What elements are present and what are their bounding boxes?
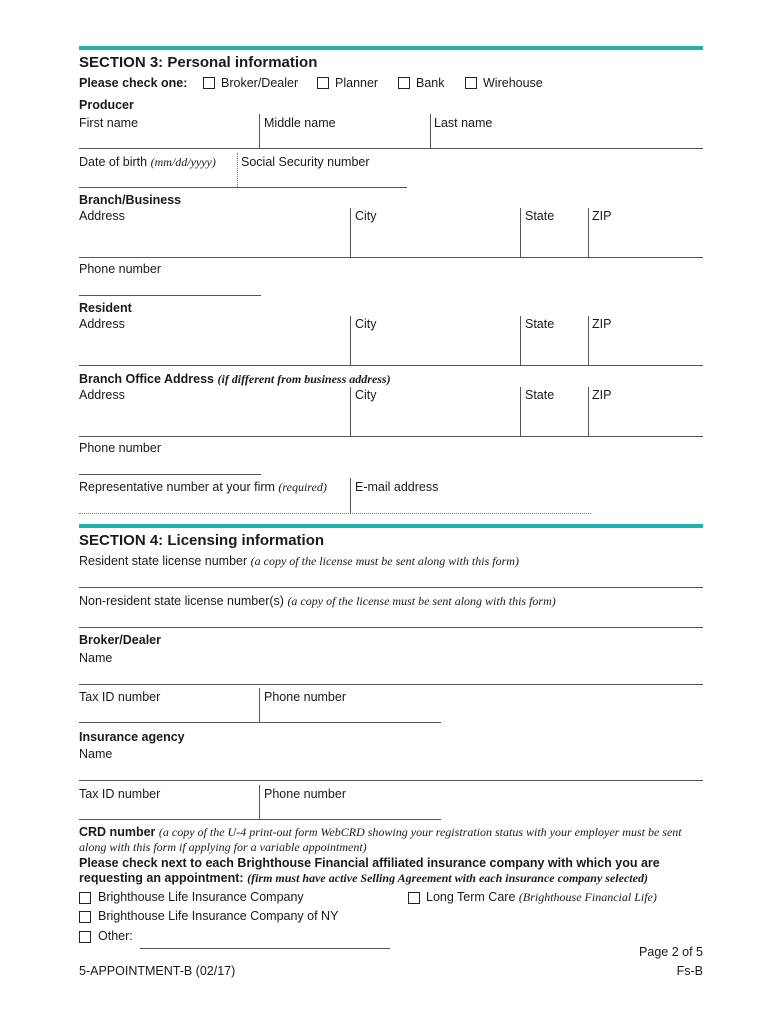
resident-address-field-line[interactable] (79, 365, 703, 366)
crd-number-paragraph: CRD number (a copy of the U-4 print-out form WebCRD showing your registration status with your employer must be sent along with this form if applying for a variable appointment) (79, 825, 682, 854)
divider (259, 688, 260, 723)
broker-dealer-heading: Broker/Dealer (79, 633, 161, 647)
office-state-label: State (525, 388, 555, 402)
divider (350, 478, 351, 513)
office-zip-label: ZIP (592, 388, 612, 402)
section-3-title: SECTION 3: Personal information (79, 54, 318, 71)
brighthouse-life-label: Brighthouse Life Insurance Company (98, 890, 304, 904)
office-address-field-line[interactable] (79, 436, 703, 437)
bank-label: Bank (416, 76, 445, 90)
divider (259, 785, 260, 820)
insurance-agency-heading: Insurance agency (79, 730, 185, 744)
form-id: 5-APPOINTMENT-B (02/17) (79, 964, 236, 978)
section-4-title: SECTION 4: Licensing information (79, 532, 325, 549)
check-one-label: Please check one: (79, 76, 188, 90)
bd-tax-phone-field-line[interactable] (79, 722, 441, 723)
middle-name-label: Middle name (264, 116, 336, 130)
agency-tax-id-label: Tax ID number (79, 787, 161, 801)
brighthouse-life-checkbox[interactable] (79, 892, 91, 904)
first-name-label: First name (79, 116, 139, 130)
branch-office-heading: Branch Office Address (if different from business address) (79, 372, 391, 386)
divider (520, 208, 521, 258)
rep-number-label: Representative number at your firm (required) (79, 480, 327, 494)
branch-phone-label: Phone number (79, 262, 162, 276)
agency-name-label: Name (79, 747, 113, 761)
bd-phone-label: Phone number (264, 690, 347, 704)
planner-label: Planner (335, 76, 379, 90)
dob-ssn-field-line[interactable] (79, 187, 407, 188)
divider (520, 316, 521, 366)
planner-checkbox[interactable] (317, 77, 329, 89)
divider (259, 114, 260, 149)
resident-zip-label: ZIP (592, 317, 612, 331)
divider (588, 387, 589, 437)
check-next-line-1: Please check next to each Brighthouse Financial affiliated insurance company with which you are (79, 856, 660, 870)
producer-heading: Producer (79, 98, 134, 112)
last-name-label: Last name (434, 116, 493, 130)
agency-tax-phone-field-line[interactable] (79, 819, 441, 820)
agency-phone-label: Phone number (264, 787, 347, 801)
divider (588, 316, 589, 366)
brighthouse-ny-checkbox[interactable] (79, 911, 91, 923)
divider (430, 114, 431, 149)
branch-zip-label: ZIP (592, 209, 612, 223)
check-next-line-2: requesting an appointment: (firm must have active Selling Agreement with each insurance company selected) (79, 871, 648, 885)
branch-city-label: City (355, 209, 377, 223)
section-4-rule (79, 524, 703, 528)
broker-dealer-checkbox[interactable] (203, 77, 215, 89)
divider (350, 387, 351, 437)
bank-checkbox[interactable] (398, 77, 410, 89)
page-number: Page 2 of 5 (639, 945, 703, 959)
nonresident-license-label: Non-resident state license number(s) (a copy of the license must be sent along with this form) (79, 594, 556, 608)
other-field-line[interactable] (140, 948, 390, 949)
section-3-rule (79, 46, 703, 50)
branch-business-heading: Branch/Business (79, 193, 182, 207)
ssn-label: Social Security number (241, 155, 370, 169)
form-code: Fs-B (676, 964, 703, 978)
branch-state-label: State (525, 209, 555, 223)
resident-state-label: State (525, 317, 555, 331)
branch-address-label: Address (79, 209, 125, 223)
email-label: E-mail address (355, 480, 439, 494)
dob-label: Date of birth (mm/dd/yyyy) (79, 155, 216, 169)
divider (588, 208, 589, 258)
broker-dealer-label: Broker/Dealer (221, 76, 299, 90)
office-phone-label: Phone number (79, 441, 162, 455)
wirehouse-checkbox[interactable] (465, 77, 477, 89)
resident-city-label: City (355, 317, 377, 331)
divider (520, 387, 521, 437)
resident-heading: Resident (79, 301, 132, 315)
other-label: Other: (98, 929, 133, 943)
divider (237, 153, 238, 187)
office-city-label: City (355, 388, 377, 402)
bd-name-field-line[interactable] (79, 684, 703, 685)
office-address-label: Address (79, 388, 125, 402)
resident-license-field-line[interactable] (79, 587, 703, 588)
resident-address-label: Address (79, 317, 125, 331)
wirehouse-label: Wirehouse (483, 76, 543, 90)
branch-address-field-line[interactable] (79, 257, 703, 258)
resident-license-label: Resident state license number (a copy of the license must be sent along with this form) (79, 554, 519, 568)
other-checkbox[interactable] (79, 931, 91, 943)
divider (350, 316, 351, 366)
brighthouse-ny-label: Brighthouse Life Insurance Company of NY (98, 909, 339, 923)
branch-phone-field-line[interactable] (79, 295, 261, 296)
name-field-line[interactable] (79, 148, 703, 149)
bd-name-label: Name (79, 651, 113, 665)
long-term-care-checkbox[interactable] (408, 892, 420, 904)
office-phone-field-line[interactable] (79, 474, 261, 475)
agency-name-field-line[interactable] (79, 780, 703, 781)
rep-email-field-line[interactable] (79, 513, 591, 514)
long-term-care-label: Long Term Care (Brighthouse Financial Life) (426, 890, 657, 904)
bd-tax-id-label: Tax ID number (79, 690, 161, 704)
divider (350, 208, 351, 258)
nonresident-license-field-line[interactable] (79, 627, 703, 628)
